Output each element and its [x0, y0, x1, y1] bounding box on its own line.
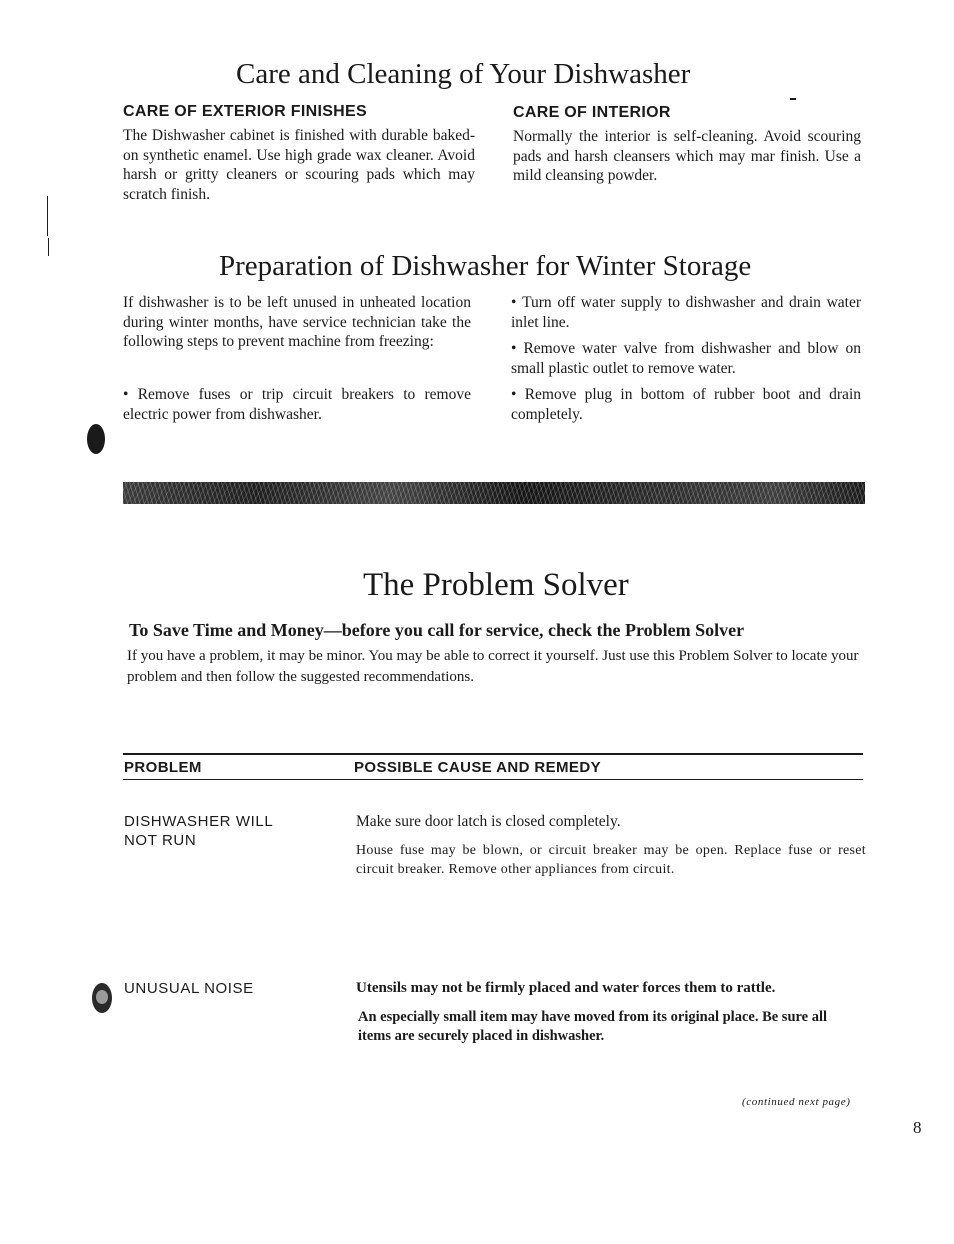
winter-title: Preparation of Dishwasher for Winter Storage — [219, 250, 752, 282]
decorative-band — [123, 482, 865, 504]
remedy-text: An especially small item may have moved from its original place. Be sure all items are securely placed in dishwasher. — [358, 1009, 828, 1044]
interior-heading: CARE OF INTERIOR — [513, 104, 671, 121]
binder-hole — [87, 424, 105, 454]
winter-step: • Remove fuses or trip circuit breakers to remove electric power from dishwasher. — [123, 385, 471, 424]
page-number: 8 — [913, 1118, 922, 1137]
winter-step: • Remove plug in bottom of rubber boot and drain completely. — [511, 385, 861, 424]
solver-intro: If you have a problem, it may be minor. You may be able to correct it yourself. Just use this Problem Solver to locate your problem and then follow the suggested recommendations. — [127, 648, 859, 685]
solver-title: The Problem Solver — [363, 567, 629, 603]
solver-subtitle: To Save Time and Money—before you call for service, check the Problem Solver — [129, 620, 745, 640]
interior-text: Normally the interior is self-cleaning. Avoid scouring pads and harsh cleansers which may mar finish. Use a mild cleansing powder. — [513, 128, 861, 184]
winter-step: • Turn off water supply to dishwasher and drain water inlet line. — [511, 293, 861, 332]
exterior-text: The Dishwasher cabinet is finished with durable baked-on synthetic enamel. Use high grade wax cleaner. Avoid harsh or gritty cleaners or scouring pads which may scratch finish. — [123, 127, 475, 203]
scan-mark — [48, 238, 49, 256]
scan-mark — [47, 196, 48, 236]
binder-hole-icon — [90, 981, 114, 1015]
winter-intro: If dishwasher is to be left unused in unheated location during winter months, have service technician take the following steps to prevent machine from freezing: — [123, 294, 471, 350]
remedy-text: House fuse may be blown, or circuit breaker may be open. Replace fuse or reset circuit breaker. Remove other appliances from circuit. — [356, 843, 866, 877]
column-header-problem: PROBLEM — [124, 759, 202, 776]
winter-step: • Remove water valve from dishwasher and blow on small plastic outlet to remove water. — [511, 339, 861, 378]
remedy-text: Utensils may not be firmly placed and water forces them to rattle. — [356, 980, 776, 996]
table-header-rule — [123, 779, 863, 780]
problem-label: UNUSUAL NOISE — [124, 980, 254, 997]
scan-mark — [790, 98, 796, 100]
column-header-remedy: POSSIBLE CAUSE AND REMEDY — [354, 759, 601, 776]
continued-note: (continued next page) — [742, 1096, 851, 1108]
remedy-text: Make sure door latch is closed completely. — [356, 813, 621, 830]
table-top-rule — [123, 753, 863, 755]
problem-label: DISHWASHER WILL NOT RUN — [124, 813, 273, 849]
exterior-heading: CARE OF EXTERIOR FINISHES — [123, 103, 367, 120]
care-title: Care and Cleaning of Your Dishwasher — [236, 58, 691, 90]
